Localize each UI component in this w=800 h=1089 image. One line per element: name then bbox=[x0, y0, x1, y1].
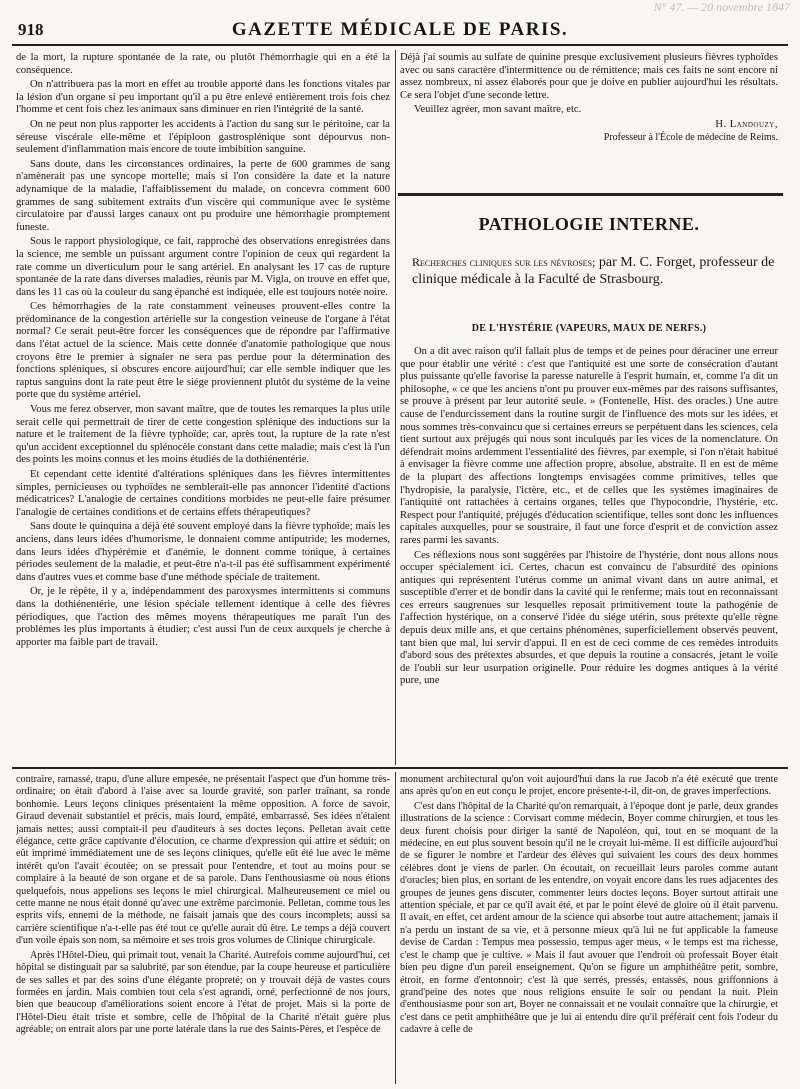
paragraph: On ne peut non plus rapporter les accidents à l'action du sang sur le péritoine, car la séreuse viscérale elle-même et l'épiploon gastrosplénique sont dépourvus non-seulement d'inflammation mais encore de toute imbibition sanguine. bbox=[16, 118, 390, 156]
journal-title: GAZETTE MÉDICALE DE PARIS. bbox=[231, 19, 569, 40]
paragraph: contraire, ramassé, trapu, d'une allure empesée, ne présentait l'aspect que d'un homme très-ordinaire; on était d'abord à l'aise avec sa lourde gravité, son parler traînant, sa ronde bonhomie. Leurs leçons cliniques présentaient la même opposition. A force de savoir, Giraud devenait substantiel et précis, mais lourd, empâté, embarrassé. Ses idées n'étaient jamais nettes; aussi comptait-il peu d'auditeurs à ses doctes leçons. Pelletan avait cette élégance, cette grâce captivante d'élocution, ce charme d'expression qui attire et séduit; on eût imprimé immédiatement une de ses leçons cliniques, qu'elle eût été lue avec le même intérêt qu'on l'avait écoutée; on se pressait pour l'entendre, et tout au moins pour se complaire à la beauté de son organe et de sa parole. Dans l'enthousiasme où nous étions quelquefois, nous appelions ses leçons le miel chirurgical. Malheureusement ce miel ou cette manne ne nous était donné qu'avec une extrême parcimonie. Pelletan, comme tous les esprits vifs, ennemi de la méthode, ne faisait jamais que des cours incomplets; aussi sa carrière scientifique n'a-t-elle pas été tout ce qu'elle aurait dû être. Le temps a déjà couvert d'un voile épais son nom, sa mémoire et ses trois gros volumes de Clinique chirurgicale. bbox=[16, 774, 390, 947]
page-number: 918 bbox=[18, 20, 44, 39]
signature: H. Landouzy, bbox=[715, 118, 778, 130]
section-title: PATHOLOGIE INTERNE. bbox=[478, 214, 700, 234]
feuilleton-rule bbox=[12, 767, 788, 769]
paragraph: Ces réflexions nous sont suggérées par l'histoire de l'hystérie, dont nous allons nous occuper spécialement ici. Certes, chacun est convaincu de l'absurdité des opinions antiques qui représentent l'utérus comme un animal vivant dans un autre animal, et susceptible d'errer et de bondir dans la cavité qui le renferme; mais tout en reconnaissant ces erreurs saugrenues sur lesquelles reposait primitivement toute la pathogénie de l'affection hystérique, on a conservé l'idée du siége utérin, sous prétexte qu'elle règne depuis deux mille ans, et que certains phénomènes, superficiellement observés peuvent, tant bien que mal, lui servir d'appui. Il en est de ceci comme de ces remèdes introduits d'abord sous des prétextes absurdes, et que depuis la routine a consacrés, jetant le voile de l'oubli sur leur usurpation originelle. Pour réduire les dogmes antiques à la vérité pure, une bbox=[400, 549, 778, 687]
letter-column-right bbox=[400, 52, 778, 176]
feuilleton-column-left bbox=[16, 774, 390, 1084]
article-title-lead: Recherches cliniques sur les névroses; bbox=[412, 255, 596, 269]
paragraph: On n'attribuera pas la mort en effet au trouble apporté dans les fonctions vitales par la lésion d'un organe si peu important qu'il a pu être enlevé entièrement trois fois chez l'homme et cent fois chez les animaux sans diminuer en rien l'intégrité de la santé. bbox=[16, 79, 390, 116]
faint-bleed-through-text: N° 47. — 20 novembre 1847 bbox=[653, 0, 790, 14]
paragraph: Veuillez agréer, mon savant maître, etc. bbox=[414, 104, 582, 116]
article-title-rest: par M. C. Forget, professeur de clinique médicale à la Faculté de Strasbourg. bbox=[412, 255, 775, 287]
paragraph: Et cependant cette identité d'altérations spléniques dans les fièvres intermittentes simples, pernicieuses ou typhoïdes ne semblerait-elle pas annoncer l'identité d'actions médicatrices? L'analogie de certaines conditions morbides ne peut-elle faire présumer l'analogie de certaines conditions et de certains effets thérapeutiques? bbox=[16, 469, 390, 518]
paragraph: Sans doute, dans les circonstances ordinaires, la perte de 600 grammes de sang n'amènerait pas une syncope mortelle; mais si l'on considère la date et la nature adynamique de la maladie, l'affaiblissement du malade, on concevra comment 600 grammes de sang subitement extraits d'un viscère qui communique avec le système circulatoire par d'aussi larges canaux ont pu produire une hémorrhagie promptement funeste. bbox=[16, 158, 390, 233]
paragraph: On a dit avec raison qu'il fallait plus de temps et de peines pour déraciner une erreur que pour établir une vérité : c'est que l'antiquité est une sorte de consécration d'autant plus puissante qu'elle favorise la paresse naturelle à l'esprit humain, et, comme l'a dit un philosophe, « ce que les anciens n'ont pu prouver eux-mêmes par des raisons suffisantes, se prouve à présent par leur autorité seule. » (Fontenelle, Hist. des oracles.) Une autre cause de l'endurcissement dans la routine surgit de l'influence des mots sur les idées, et nous sommes très-convaincu que si certaines erreurs se perpétuent dans les sciences, cela tient surtout aux préjugés qui nous sont inculqués par les vices de la nomenclature. On défendrait moins ardemment l'essentialité des fièvres, par exemple, si l'on n'était habitué à envisager la fièvre comme une affection propre, absolue, abstraite. Il en est de même de la plupart des affections longtemps envisagées comme primitives, telles que l'hydropisie, la paralysie, l'ictère, etc., et de celles que les systèmes imaginaires de l'antiquité ont rattachées à certains organes, telles que l'hypocondrie, l'hystérie, etc. Respect pour l'antiquité, préjugés d'éducation scientifique, telles sont donc les influences capitales auxquelles, pour se soustraire, il faut une force d'esprit et de conviction assez rares parmi les savants. bbox=[400, 346, 778, 546]
letter-column-left bbox=[16, 52, 390, 762]
paragraph: Après l'Hôtel-Dieu, qui primait tout, venait la Charité. Autrefois comme aujourd'hui, cet hôpital se distinguait par sa salubrité, par son étendue, par la coupe heureuse et particulière de ses salles et par des soins d'une élégante propreté; on y trouvait déjà de vastes cours formées en jardin. Mais combien tout cela s'est agrandi, orné, perfectionné de nos jours, bien que beaucoup d'améliorations soient encore à l'état de projet. Mais si la porte de l'Hôtel-Dieu était triste et sombre, celle de l'hôpital de la Charité n'était guère plus agréable; on entrait alors par une porte latérale dans la rue des Saints-Pères, et l'espèce de bbox=[16, 949, 390, 1036]
paragraph: Or, je le répète, il y a, indépendamment des paroxysmes intermittents si communs dans la dothiénentérie, une lésion spéciale tellement identique à celle des fièvres périodiques, que l'action des mêmes moyens thérapeutiques me paraît l'un des problèmes les plus importants à étudier; c'est aussi l'un de ceux auxquels je cherche à apporter ma faible part de travail. bbox=[16, 586, 390, 648]
paragraph: Vous me ferez observer, mon savant maître, que de toutes les remarques la plus utile serait celle qui permettrait de tirer de cette congestion splénique des inductions sur la nature et le traitement de la fièvre typhoïde; car, après tout, la rupture de la rate n'est qu'un accident exceptionnel du splénocèle constant dans cette maladie; mais c'est là l'un des points les moins connus et les moins étudiés de la dothiénentérie. bbox=[16, 404, 390, 466]
paragraph: monument architectural qu'on voit aujourd'hui dans la rue Jacob n'a été exécuté que trente ans après qu'on en eut conçu le projet, encore présente-t-il, dit-on, de graves imperfections. bbox=[400, 774, 778, 798]
page-header bbox=[12, 18, 788, 46]
article-body bbox=[400, 346, 778, 764]
paragraph: Déjà j'ai soumis au sulfate de quinine presque exclusivement plusieurs fièvres typhoïdes avec ou sans caractère d'intermittence ou de rémittence; mais ces faits ne sont encore ni assez nombreux, ni assez élaborés pour que je doive en publier aujourd'hui les résultats. Ce sera l'objet d'une seconde lettre. bbox=[400, 52, 778, 101]
feuilleton-column-right bbox=[400, 774, 778, 1084]
paragraph: Sous le rapport physiologique, ce fait, rapproché des observations enregistrées dans la science, me semble un puissant argument contre l'opinion de ceux qui regardent la rate comme un diverticulum pour le sang artériel. En analysant les 17 cas de rupture spontanée de la rate dans diverses maladies, réunis par M. Vigla, on trouve en effet que, dans les 11 cas où la couleur du sang épanché est indiquée, elle est toujours notée noire. bbox=[16, 236, 390, 298]
column-divider-top bbox=[395, 50, 396, 765]
section-rule bbox=[398, 193, 783, 196]
paragraph: Sans doute le quinquina a déjà été souvent employé dans la fièvre typhoïde; mais les anciens, dans leurs idées d'humorisme, le donnaient comme antiputride; les modernes, dans leurs idées d'hypérémie et d'anémie, le donnent comme tonique, à certaines périodes seulement de la maladie, et peut-être n'a-t-il pas été suffisamment expérimenté dans d'autres vues et comme base d'une méthode spéciale de traitement. bbox=[16, 521, 390, 583]
article-title bbox=[412, 254, 778, 288]
paragraph: de la mort, la rupture spontanée de la rate, ou plutôt l'hémorrhagie qui en a été la conséquence. bbox=[16, 52, 390, 76]
paragraph: Ces hémorrhagies de la rate constamment veineuses prouvent-elles contre la prédominance de la congestion artérielle sur la congestion veineuse de l'organe à l'état normal? Ce serait peut-être forcer les conséquences que de répondre par l'affirmative dans l'état actuel de la science. Mais cette donnée d'anatomie pathologique que nous croyons être le premier à signaler ne sera pas perdue pour la détermination des fonctions spléniques, si obscures encore aujourd'hui; car elle semble indiquer que les raptus sanguins dont la rate peut être le siége proviennent plutôt du système de la veine porte que du système artériel. bbox=[16, 301, 390, 401]
column-divider-bottom bbox=[395, 772, 396, 1084]
paragraph: C'est dans l'hôpital de la Charité qu'on remarquait, à l'époque dont je parle, deux grandes illustrations de la science : Corvisart comme médecin, Boyer comme chirurgien, et tous les deux furent choisis pour diriger la santé de Napoléon, qui, tout en se moquant de la médecine, en eut plus souvent besoin qu'il ne le croyait lui-même. Il est difficile aujourd'hui de se figurer le nombre et l'ardeur des élèves qui suivaient les cours des deux hommes célèbres dont je viens de parler. On écoutait, on recueillait leurs paroles comme autant d'oracles; bien plus, en sortant de les entendre, on voyait encore dans les rues adjacentes des groupes de jeunes gens discuter, commenter leurs doctes leçons. Boyer surtout attirait une attention spéciale, et par ce qu'il avait été, et par le point élevé de gloire où il était parvenu. Il avait, en effet, cet ardent amour de la science qui absorbe tout autre attachement; jamais il n'a perdu un instant de sa vie, et à personne mieux qu'à lui ne fut applicable la fameuse devise de Cardan : Tempus mea possessio, tempus ager meus, « le temps est ma richesse, c'est le champ que je cultive. » Mais il faut avouer que l'endroit où professait Boyer était bien peu digne d'un pareil enseignement. Qu'on se figure un amphithéâtre petit, sombre, étroit, en forme d'entonnoir; c'est là que serrés, pressés, entassés, nous griffonnions à grand'peine des notes que nous religions ensuite le soir ou pendant la nuit. Plein d'enthousiasme pour son art, Boyer ne connaissait et ne voulait connaître que la chirurgie, et c'est dans ce petit amphithéâtre que je lui ai entendu dire qu'il préférait cent fois l'odeur du cadavre à celle de bbox=[400, 800, 778, 1036]
article-subhead: DE L'HYSTÉRIE (VAPEURS, MAUX DE NERFS.) bbox=[471, 323, 707, 334]
author-affiliation: Professeur à l'École de médecine de Reims. bbox=[603, 131, 778, 143]
